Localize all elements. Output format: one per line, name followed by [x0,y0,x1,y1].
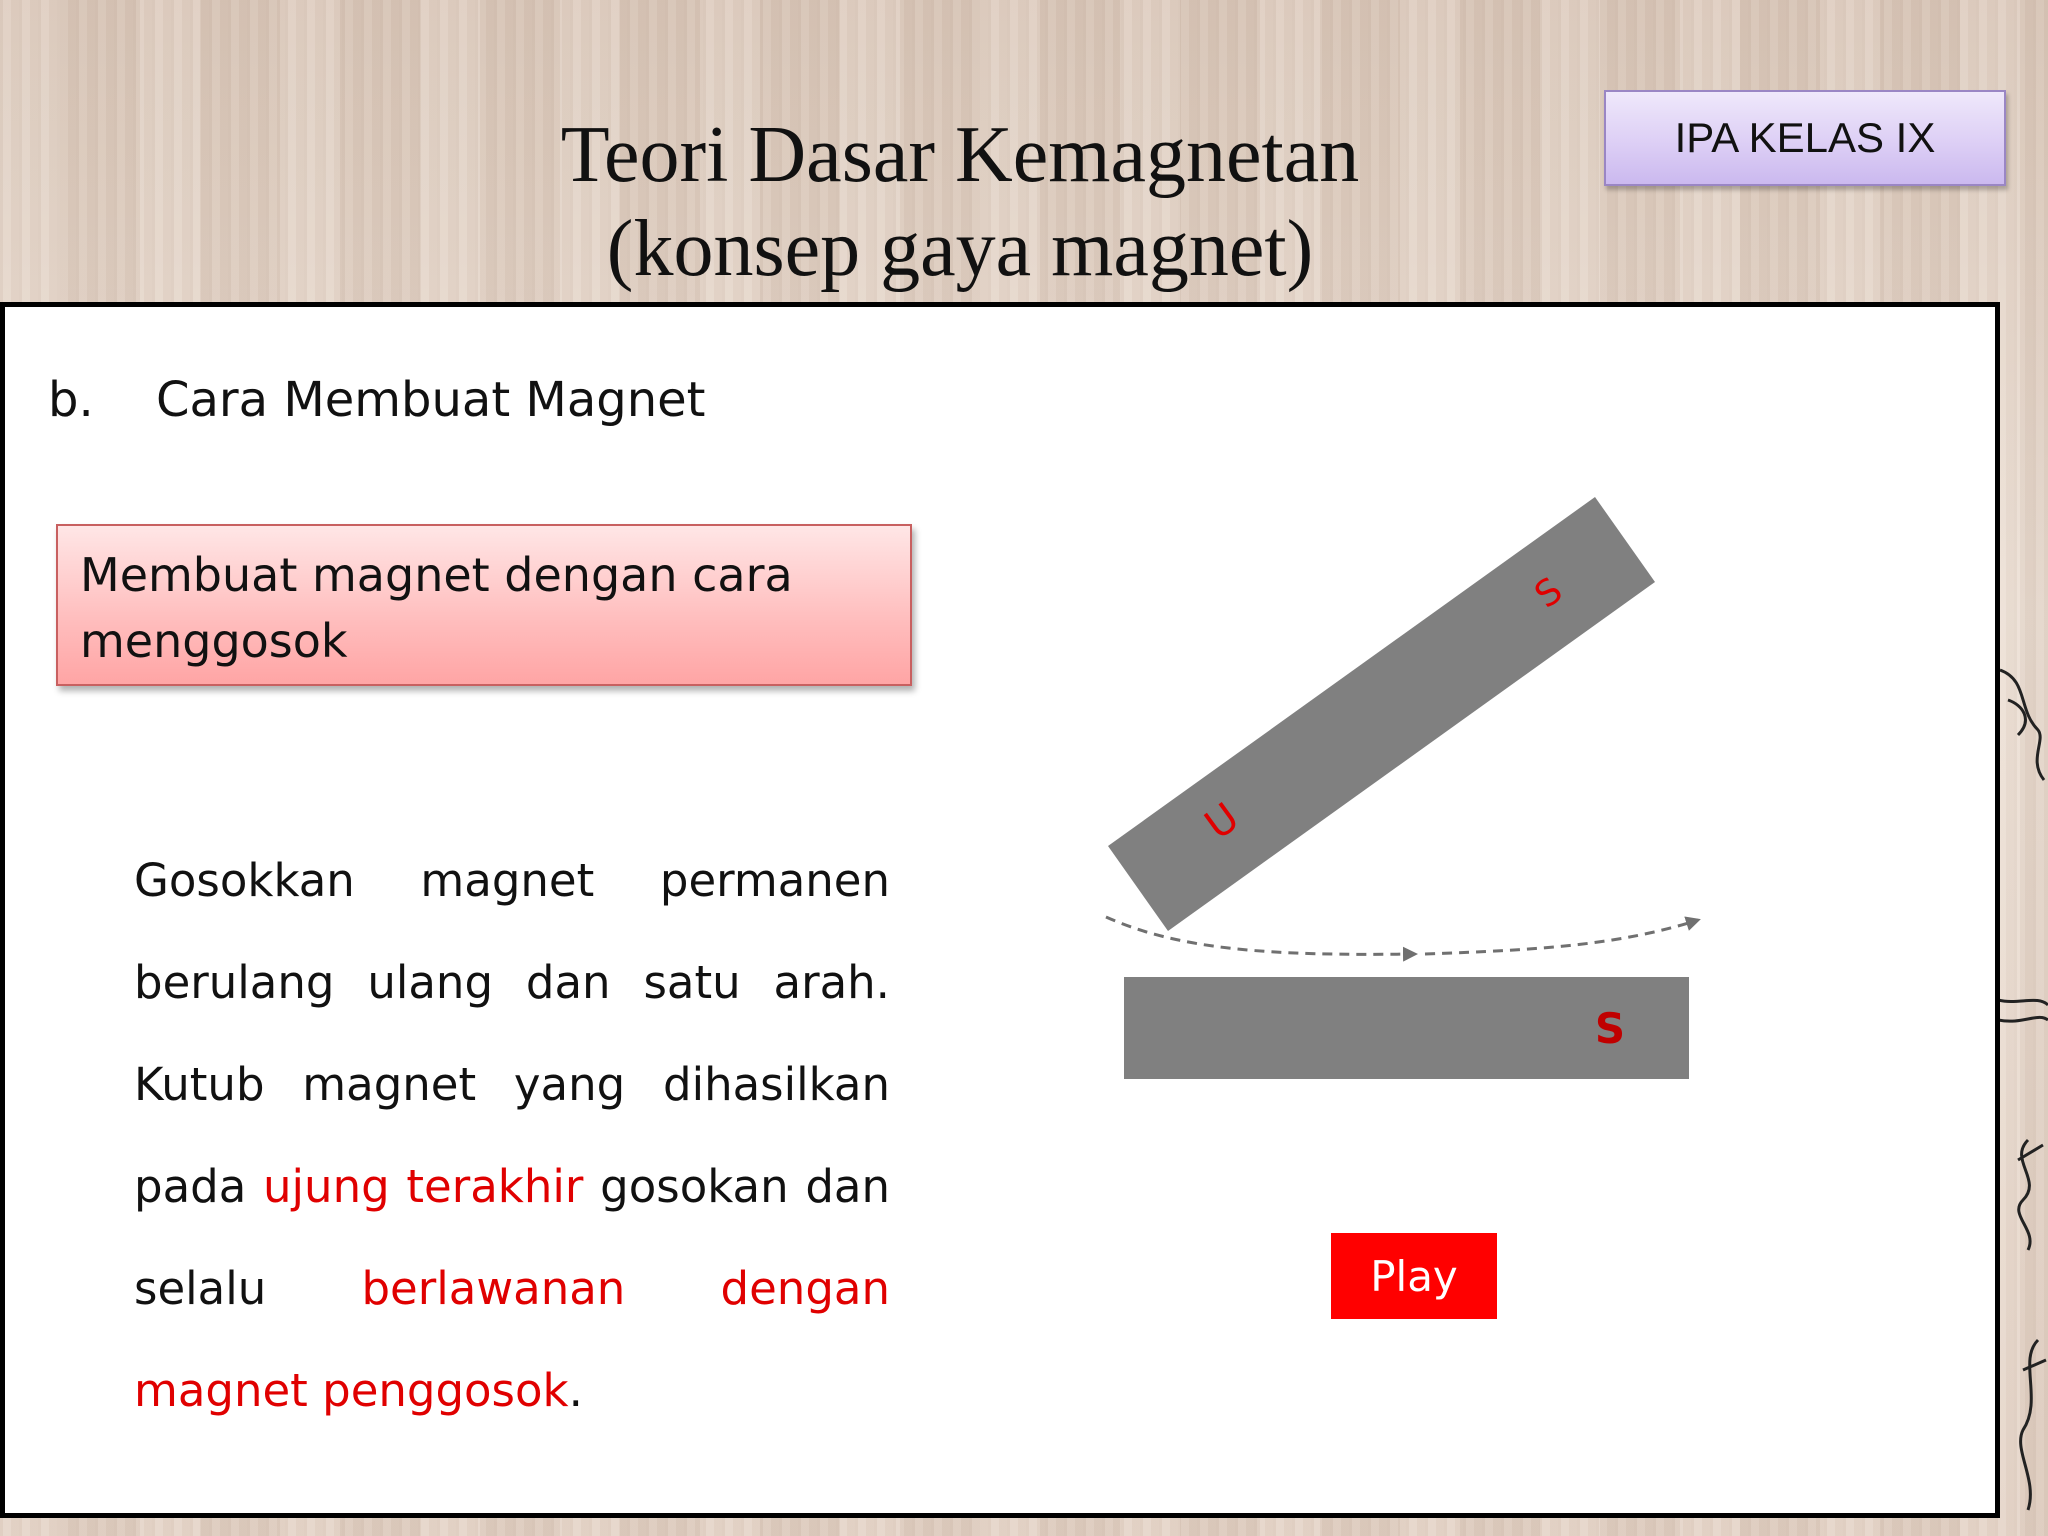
slide-title-line-2: (konsep gaya magnet) [606,205,1314,293]
bar-pole-label: S [1594,1004,1626,1053]
rub-direction-arrow-1 [1106,917,1415,954]
paragraph-text-3: . [568,1364,583,1417]
explanation-paragraph [134,830,890,1442]
south-pole-label: S [1527,569,1571,617]
method-callout [56,524,912,686]
rub-direction-arrow-2 [1425,920,1698,954]
section-heading [48,372,706,428]
paragraph-highlight-1: ujung terakhir [263,1160,584,1213]
permanent-magnet [1108,497,1655,931]
section-heading-text: Cara Membuat Magnet [156,372,706,428]
decorative-sketch [1998,640,2048,1520]
play-button[interactable]: Play [1331,1233,1497,1319]
section-marker: b. [48,372,94,428]
paragraph-text-1: Gosokkan magnet permanen berulang ulang dan satu arah. Kutub magnet yang dihasilkan pada [134,854,890,1213]
slide-title [460,108,1460,296]
paragraph-highlight-2: berlawanan dengan magnet penggosok [134,1262,890,1417]
slide-title-line-1: Teori Dasar Kemagnetan [560,111,1360,199]
permanent-magnet-bar [1108,497,1655,931]
north-pole-label: U [1196,794,1248,849]
method-callout-text: Membuat magnet dengan cara menggosok [80,548,793,668]
paragraph-text-2: gosokan dan selalu [134,1160,890,1315]
magnetized-bar [1124,977,1689,1079]
class-badge: IPA KELAS IX [1604,90,2006,186]
magnet-diagram [1080,480,1720,1100]
